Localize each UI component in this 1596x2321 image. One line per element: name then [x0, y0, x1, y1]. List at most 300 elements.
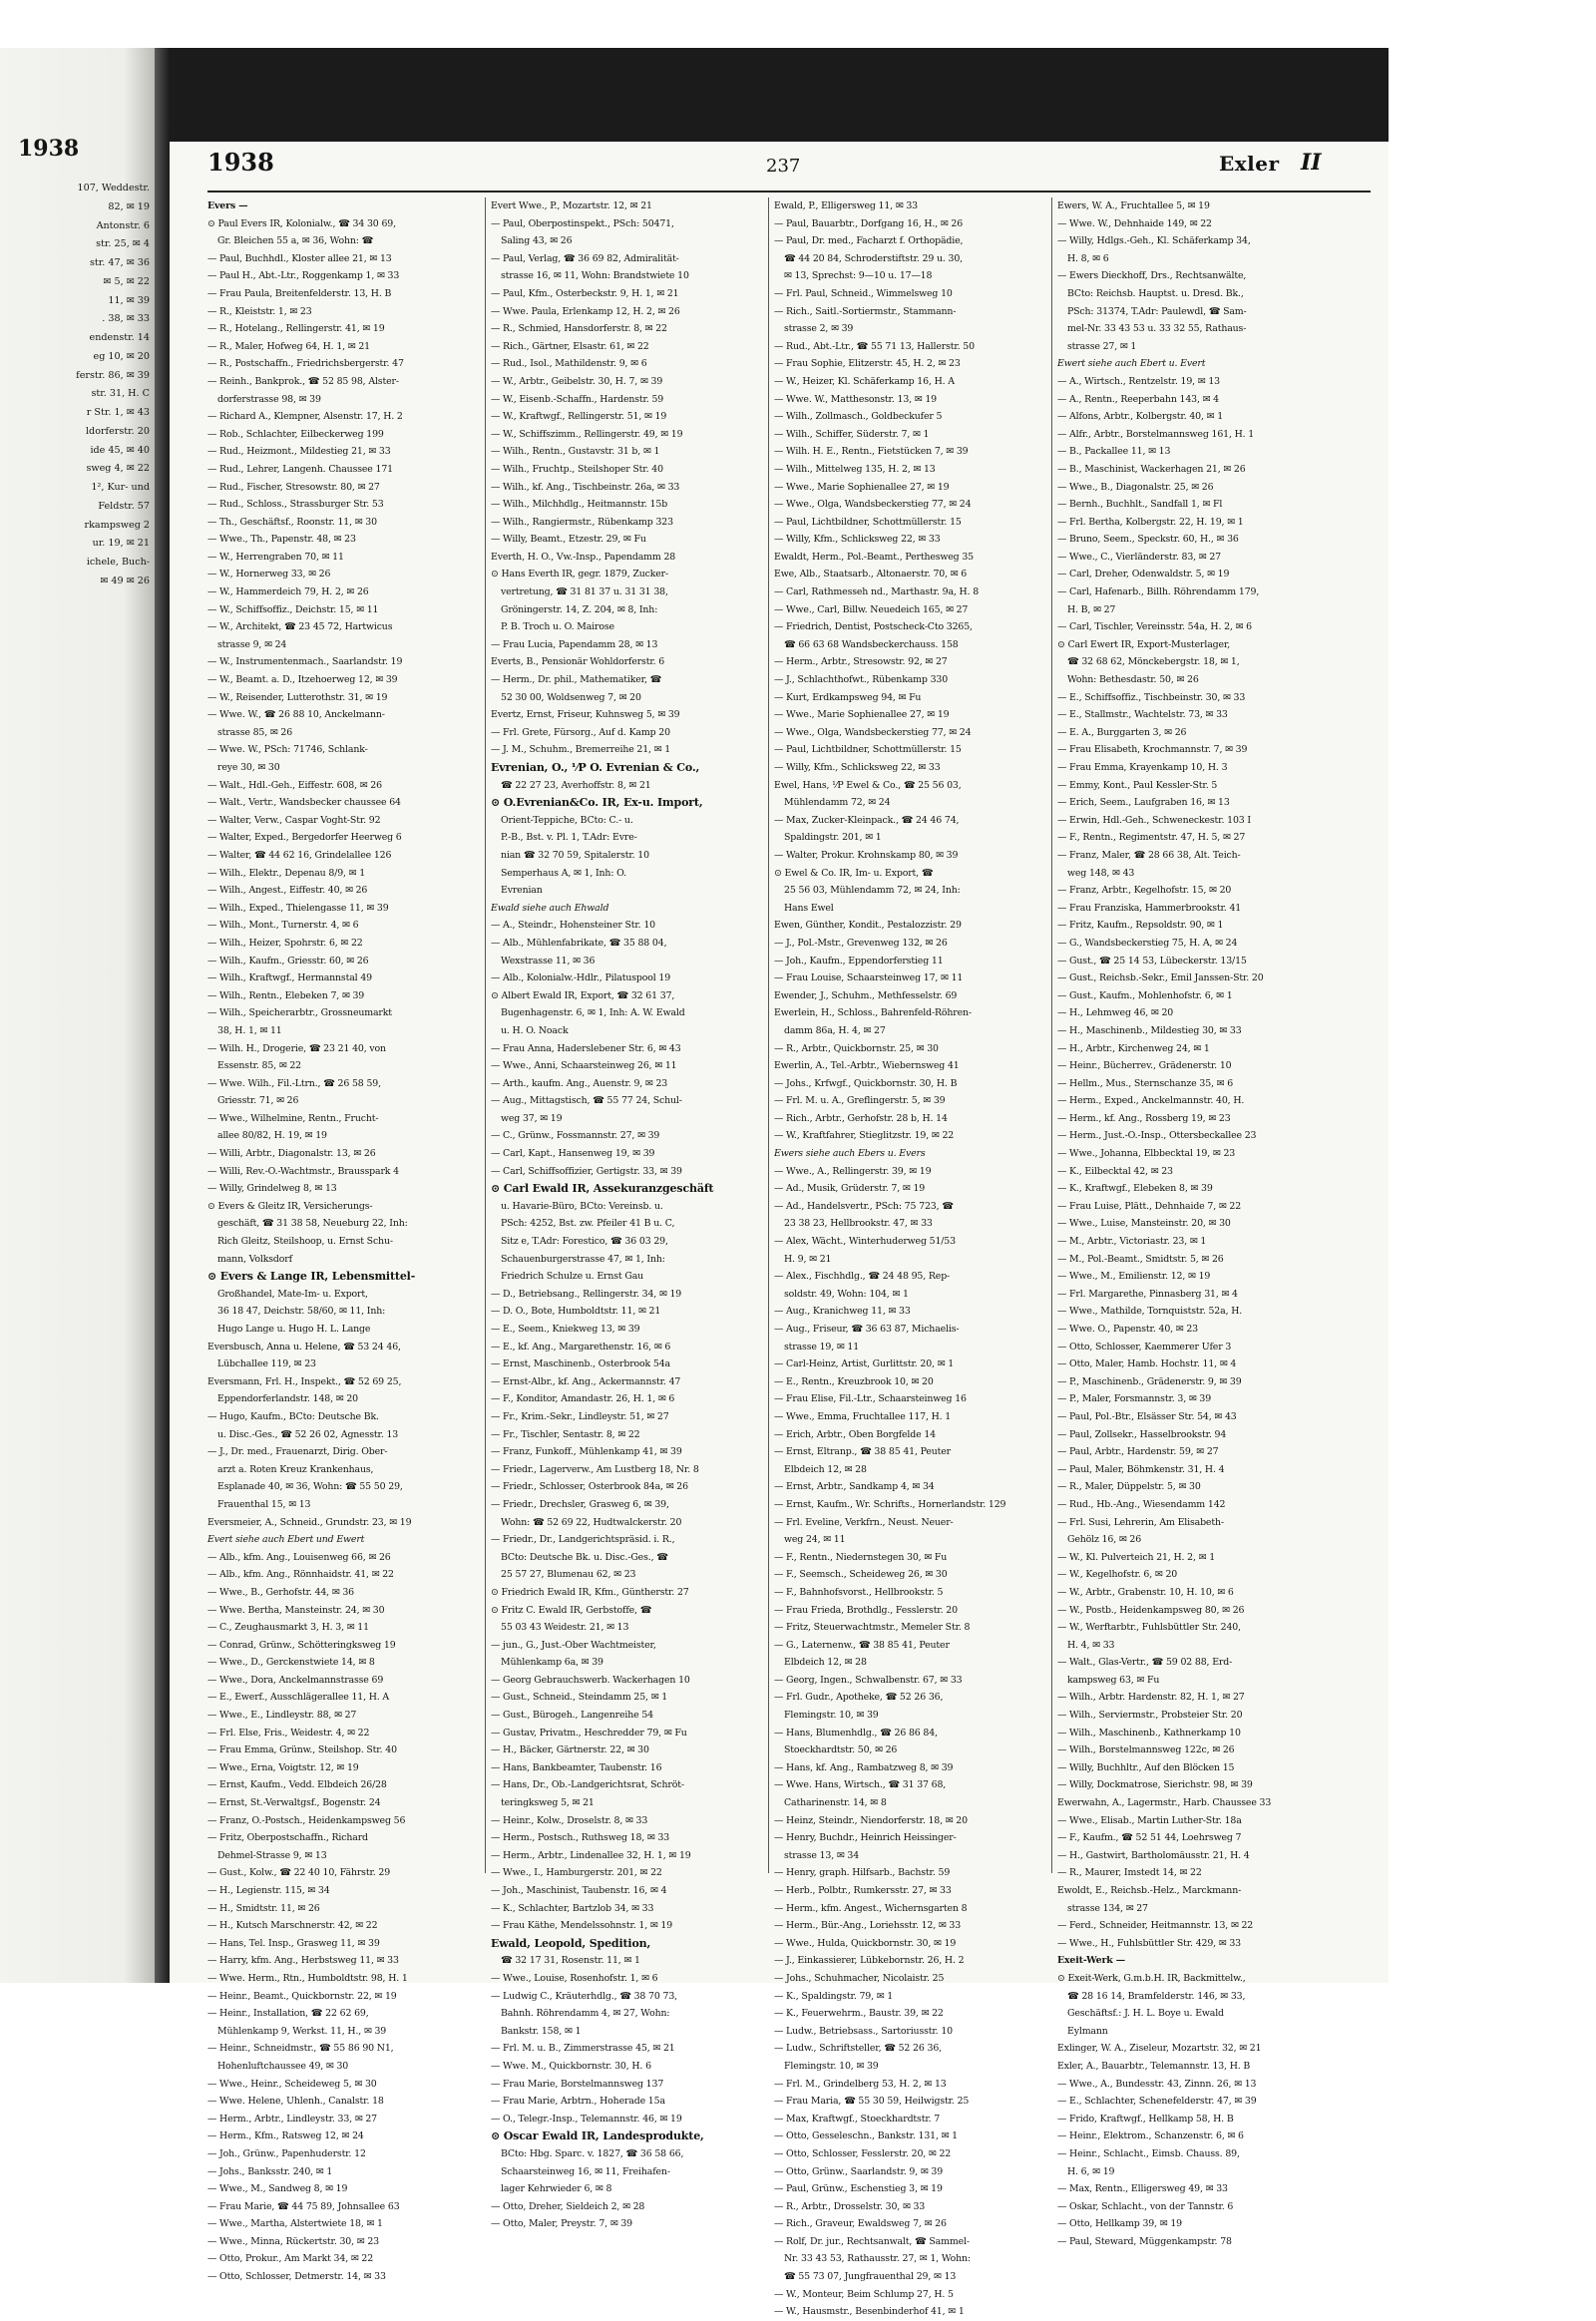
- left-page-line: ur. 19, ✉ 21: [92, 538, 150, 550]
- directory-entry-line: ⊙ Ewel & Co. IR, Im- u. Export, ☎: [774, 867, 934, 879]
- directory-entry-line: Ewers siehe auch Ebers u. Evers: [774, 1148, 926, 1160]
- directory-entry-line: — Carl, Rathmesseh nd., Marthastr. 9a, H. 8: [774, 586, 980, 598]
- directory-entry-line: — Ernst-Albr., kf. Ang., Ackermannstr. 47: [491, 1375, 681, 1387]
- directory-entry-line: — Wilh., Rentn., Elebeken 7, ✉ 39: [207, 989, 365, 1001]
- left-page-line: ide 45, ✉ 40: [90, 444, 150, 456]
- directory-entry-line: — Wwe. W., ☎ 26 88 10, Anckelmann-: [207, 709, 385, 721]
- directory-entry-line: — Heinr., Installation, ☎ 22 62 69,: [207, 2008, 369, 2020]
- directory-entry-line: strasse 19, ✉ 11: [784, 1341, 860, 1353]
- directory-entry-line: — Wwe., Martha, Alstertwiete 18, ✉ 1: [207, 2218, 383, 2230]
- directory-entry-line: Schaarsteinweg 16, ✉ 11, Freihafen-: [501, 2165, 670, 2177]
- directory-entry-line: ☎ 32 17 31, Rosenstr. 11, ✉ 1: [501, 1955, 640, 1967]
- directory-entry-line: — Frau Elise, Fil.-Ltr., Schaarsteinweg 16: [774, 1393, 967, 1405]
- directory-entry-line: lager Kehrwieder 6, ✉ 8: [501, 2183, 612, 2195]
- left-page-line: ichele, Buch-: [86, 557, 150, 568]
- directory-entry-line: — Arth., kaufm. Ang., Auenstr. 9, ✉ 23: [491, 1077, 668, 1089]
- directory-entry-line: — W., Arbtr., Geibelstr. 30, H. 7, ✉ 39: [491, 375, 663, 387]
- directory-entry-line: — Franz, O.-Postsch., Heidenkampsweg 56: [207, 1814, 406, 1826]
- directory-entry-line: — Herm., kfm. Angest., Wichernsgarten 8: [774, 1902, 968, 1914]
- directory-entry-line: — Walter, Exped., Bergedorfer Heerweg 6: [207, 832, 402, 844]
- directory-entry-line: — Herm., Exped., Anckelmannstr. 40, H.: [1057, 1095, 1245, 1107]
- directory-entry-line: — Frido, Kraftwgf., Hellkamp 58, H. B: [1057, 2113, 1234, 2125]
- directory-entry-line: — Willy, Hdlgs.-Geh., Kl. Schäferkamp 34,: [1057, 235, 1251, 247]
- directory-entry-line: — Alex., Fischhdlg., ☎ 24 48 95, Rep-: [774, 1271, 951, 1283]
- directory-entry-line: — Frl. Eveline, Verkfrn., Neust. Neuer-: [774, 1516, 954, 1528]
- directory-entry-line: — Wilh., Milchhdlg., Heitmannstr. 15b: [491, 499, 668, 511]
- directory-entry-line: Elbdeich 12, ✉ 28: [784, 1657, 867, 1669]
- directory-entry-line: — Wwe., Marie Sophienallee 27, ✉ 19: [774, 481, 950, 493]
- directory-entry-line: strasse 13, ✉ 34: [784, 1849, 860, 1861]
- directory-entry-line: Rich Gleitz, Steilshoop, u. Ernst Schu-: [217, 1236, 393, 1248]
- directory-entry-line: PSch: 31374, T.Adr: Paulewdl, ☎ Sam-: [1067, 305, 1247, 317]
- directory-entry-line: — Willy, Grindelweg 8, ✉ 13: [207, 1183, 337, 1195]
- directory-entry-line: — Rich., Saitl.-Sortiermstr., Stammann-: [774, 305, 957, 317]
- directory-entry-line: — Erich, Seem., Laufgraben 16, ✉ 13: [1057, 797, 1230, 809]
- directory-entry-line: — Johs., Schuhmacher, Nicolaistr. 25: [774, 1972, 945, 1984]
- directory-entry-line: — Joh., Grünw., Papenhuderstr. 12: [207, 2147, 366, 2159]
- column-divider: [485, 197, 486, 1873]
- left-page-text: [2, 180, 150, 591]
- directory-entry-line: — Harry, kfm. Ang., Herbstsweg 11, ✉ 33: [207, 1955, 399, 1967]
- left-page-line: str. 31, H. C: [91, 388, 150, 400]
- directory-entry-line: — Rud., Hb.-Ang., Wiesendamm 142: [1057, 1498, 1226, 1510]
- directory-entry-line: — Herm., Kfm., Ratsweg 12, ✉ 24: [207, 2130, 364, 2142]
- directory-entry-line: — Bruno, Seem., Speckstr. 60, H., ✉ 36: [1057, 534, 1239, 546]
- directory-entry-line: — Otto, Prokur., Am Markt 34, ✉ 22: [207, 2253, 374, 2265]
- directory-entry-line: — Frau Elisabeth, Krochmannstr. 7, ✉ 39: [1057, 744, 1248, 756]
- directory-entry-line: Bankstr. 158, ✉ 1: [501, 2025, 582, 2037]
- directory-entry-line: — Rud., Abt.-Ltr., ☎ 55 71 13, Hallerstr. 50: [774, 340, 975, 352]
- directory-entry-line: — Conrad, Grünw., Schötteringksweg 19: [207, 1639, 396, 1651]
- directory-entry-line: — K., Schlachter, Bartzlob 34, ✉ 33: [491, 1902, 654, 1914]
- directory-entry-line: — Franz, Maler, ☎ 28 66 38, Alt. Teich-: [1057, 849, 1241, 861]
- directory-entry-line: — Willy, Beamt., Etzestr. 29, ✉ Fu: [491, 534, 646, 546]
- directory-entry-line: — J., Pol.-Mstr., Grevenweg 132, ✉ 26: [774, 937, 948, 949]
- section-letter: II: [1301, 150, 1322, 176]
- directory-entry-line: — Fritz, Oberpostschaffn., Richard: [207, 1832, 368, 1844]
- directory-entry-line: — Ernst, Kaufm., Wr. Schrifts., Hornerlandstr. 129: [774, 1498, 1006, 1510]
- directory-entry-line: — R., Maler, Düppelstr. 5, ✉ 30: [1057, 1481, 1201, 1493]
- directory-entry-line: — Carl-Heinz, Artist, Gurlittstr. 20, ✉ 1: [774, 1358, 955, 1370]
- directory-entry-line: — Joh., Maschinist, Taubenstr. 16, ✉ 4: [491, 1885, 667, 1896]
- directory-entry-line: — Oskar, Schlacht., von der Tannstr. 6: [1057, 2200, 1234, 2212]
- directory-entry-line: — Wilh. H., Drogerie, ☎ 23 21 40, von: [207, 1042, 386, 1054]
- directory-entry-line: — K., Kraftwgf., Elebeken 8, ✉ 39: [1057, 1183, 1213, 1195]
- directory-entry-line: Orient-Teppiche, BCto: C.- u.: [501, 814, 633, 826]
- directory-entry-line: H. 9, ✉ 21: [784, 1253, 832, 1265]
- left-page-line: endenstr. 14: [89, 332, 150, 343]
- directory-entry-line: — M., Pol.-Beamt., Smidtstr. 5, ✉ 26: [1057, 1253, 1224, 1265]
- directory-entry-line: — E., Rentn., Kreuzbrook 10, ✉ 20: [774, 1375, 934, 1387]
- directory-entry-line: reye 30, ✉ 30: [217, 762, 280, 773]
- directory-entry-line: — F., Seemsch., Scheideweg 26, ✉ 30: [774, 1569, 948, 1581]
- directory-entry-line: — W., Arbtr., Grabenstr. 10, H. 10, ✉ 6: [1057, 1586, 1234, 1598]
- directory-entry-line: — Georg, Ingen., Schwalbenstr. 67, ✉ 33: [774, 1674, 963, 1686]
- directory-entry-line: — Wwe. M., Quickbornstr. 30, H. 6: [491, 2060, 651, 2072]
- directory-entry-line: — Erwin, Hdl.-Geh., Schweneckestr. 103 I: [1057, 814, 1251, 826]
- directory-entry-line: — Wilh., Heizer, Spohrstr. 6, ✉ 22: [207, 937, 363, 949]
- directory-entry-line: — Frl. Paul, Schneid., Wimmelsweg 10: [774, 287, 953, 299]
- directory-entry-line: — E. A., Burggarten 3, ✉ 26: [1057, 726, 1187, 738]
- directory-entry-line: — Walter, Verw., Caspar Voght-Str. 92: [207, 814, 381, 826]
- directory-entry-line: — Paul, Oberpostinspekt., PSch: 50471,: [491, 217, 674, 229]
- directory-entry-line: — Wilh., Rangiermstr., Rübenkamp 323: [491, 516, 673, 528]
- directory-entry-line: — Frau Marie, Borstelmannsweg 137: [491, 2078, 664, 2090]
- directory-entry-line: — H., Bäcker, Gärtnerstr. 22, ✉ 30: [491, 1744, 649, 1756]
- directory-entry-line: — Bernh., Buchhlt., Sandfall 1, ✉ Fl: [1057, 499, 1223, 511]
- directory-entry-line: ⊙ Carl Ewald IR, Assekuranzgeschäft: [491, 1182, 714, 1196]
- directory-entry-line: — R., Schmied, Hansdorferstr. 8, ✉ 22: [491, 323, 667, 335]
- directory-entry-line: ☎ 66 63 68 Wandsbeckerchauss. 158: [784, 638, 959, 650]
- directory-entry-line: — Paul, Arbtr., Hardenstr. 59, ✉ 27: [1057, 1446, 1219, 1458]
- directory-entry-line: — Herb., Polbtr., Rumkersstr. 27, ✉ 33: [774, 1885, 952, 1896]
- directory-entry-line: — Willy, Buchhltr., Auf den Blöcken 15: [1057, 1761, 1235, 1773]
- directory-entry-line: — Wwe., Louise, Rosenhofstr. 1, ✉ 6: [491, 1972, 658, 1984]
- directory-entry-line: — Frl. Grete, Fürsorg., Auf d. Kamp 20: [491, 726, 670, 738]
- directory-entry-line: — Paul, Grünw., Eschenstieg 3, ✉ 19: [774, 2183, 943, 2195]
- directory-entry-line: — K., Eilbecktal 42, ✉ 23: [1057, 1165, 1173, 1177]
- directory-entry-line: — W., Hammerdeich 79, H. 2, ✉ 26: [207, 586, 369, 598]
- left-page-line: 1², Kur- und: [91, 482, 150, 493]
- directory-entry-line: — Rolf, Dr. jur., Rechtsanwalt, ☎ Sammel-: [774, 2235, 970, 2247]
- directory-entry-line: — Gust., Kaufm., Mohlenhofstr. 6, ✉ 1: [1057, 989, 1233, 1001]
- directory-entry-line: — H., Arbtr., Kirchenweg 24, ✉ 1: [1057, 1042, 1210, 1054]
- directory-entry-line: strasse 2, ✉ 39: [784, 323, 854, 335]
- directory-entry-line: — R., Kleiststr. 1, ✉ 23: [207, 305, 312, 317]
- directory-entry-line: Everts, B., Pensionär Wohldorferstr. 6: [491, 656, 665, 668]
- directory-entry-line: Catharinenstr. 14, ✉ 8: [784, 1797, 887, 1809]
- directory-entry-line: — F., Konditor, Amandastr. 26, H. 1, ✉ 6: [491, 1393, 675, 1405]
- directory-entry-line: — W., Schiffsoffiz., Deichstr. 15, ✉ 11: [207, 603, 379, 615]
- directory-entry-line: — Willy, Kfm., Schlicksweg 22, ✉ 33: [774, 534, 941, 546]
- directory-entry-line: — Otto, Dreher, Sieldeich 2, ✉ 28: [491, 2200, 645, 2212]
- directory-entry-line: P.-B., Bst. v. Pl. 1, T.Adr: Evre-: [501, 832, 637, 844]
- directory-entry-line: — Franz, Funkoff., Mühlenkamp 41, ✉ 39: [491, 1446, 682, 1458]
- directory-entry-line: — Wwe., M., Sandweg 8, ✉ 19: [207, 2183, 348, 2195]
- directory-entry-line: — Wwe., Anni, Schaarsteinweg 26, ✉ 11: [491, 1060, 677, 1072]
- directory-entry-line: Saling 43, ✉ 26: [501, 235, 573, 247]
- directory-entry-line: allee 80/82, H. 19, ✉ 19: [217, 1130, 327, 1142]
- directory-entry-line: — Ludw., Schriftsteller, ☎ 52 26 36,: [774, 2043, 942, 2055]
- directory-entry-line: Wexstrasse 11, ✉ 36: [501, 955, 596, 967]
- directory-entry-line: — Rich., Gärtner, Elsastr. 61, ✉ 22: [491, 340, 649, 352]
- directory-entry-line: — Hans, Bankbeamter, Taubenstr. 16: [491, 1761, 662, 1773]
- directory-entry-line: — Wwe., Heinr., Scheideweg 5, ✉ 30: [207, 2078, 377, 2090]
- directory-entry-line: — Fritz, Kaufm., Repsoldstr. 90, ✉ 1: [1057, 920, 1224, 932]
- directory-entry-line: dorferstrasse 98, ✉ 39: [217, 393, 321, 405]
- directory-entry-line: — Friedr., Dr., Landgerichtspräsid. i. R.,: [491, 1534, 675, 1546]
- directory-entry-line: — Gust., Kolw., ☎ 22 40 10, Fährstr. 29: [207, 1867, 391, 1879]
- directory-entry-line: — Frau Franziska, Hammerbrookstr. 41: [1057, 902, 1242, 914]
- directory-entry-line: Lübchallee 119, ✉ 23: [217, 1358, 316, 1370]
- left-page-line: eg 10, ✉ 20: [93, 350, 150, 362]
- directory-entry-line: — Ernst, Eltranp., ☎ 38 85 41, Peuter: [774, 1446, 952, 1458]
- directory-entry-line: — Johs., Banksstr. 240, ✉ 1: [207, 2165, 333, 2177]
- directory-entry-line: H. B, ✉ 27: [1067, 603, 1116, 615]
- left-page-line: rkampsweg 2: [84, 519, 150, 531]
- directory-entry-line: Esplanade 40, ✉ 36, Wohn: ☎ 55 50 29,: [217, 1481, 403, 1493]
- directory-entry-line: vertretung, ☎ 31 81 37 u. 31 31 38,: [501, 586, 668, 598]
- directory-entry-line: — Frl. Gudr., Apotheke, ☎ 52 26 36,: [774, 1692, 944, 1704]
- directory-entry-line: — Heinz, Steindr., Niendorferstr. 18, ✉ 20: [774, 1814, 968, 1826]
- directory-entry-line: mann, Volksdorf: [217, 1253, 292, 1265]
- directory-entry-line: — Ernst, Maschinenb., Osterbrook 54a: [491, 1358, 670, 1370]
- directory-entry-line: — Kurt, Erdkampsweg 94, ✉ Fu: [774, 691, 922, 703]
- directory-entry-line: — Wwe. W., PSch: 71746, Schlank-: [207, 744, 368, 756]
- directory-entry-line: — Frau Maria, ☎ 55 30 59, Heilwigstr. 25: [774, 2096, 970, 2108]
- directory-entry-line: — Alex, Wächt., Winterhuderweg 51/53: [774, 1236, 956, 1248]
- directory-entry-line: — Ernst, Arbtr., Sandkamp 4, ✉ 34: [774, 1481, 935, 1493]
- directory-entry-line: — Friedrich, Dentist, Postscheck-Cto 3265,: [774, 621, 973, 633]
- running-head: Exler: [1219, 152, 1280, 176]
- directory-entry-line: — Aug., Friseur, ☎ 36 63 87, Michaelis-: [774, 1324, 960, 1335]
- directory-column-3: [774, 197, 1047, 2318]
- directory-entry-line: — Frau Luise, Plätt., Dehnhaide 7, ✉ 22: [1057, 1200, 1242, 1212]
- directory-entry-line: — Walt., Vertr., Wandsbecker chaussee 64: [207, 797, 401, 809]
- directory-entry-line: ⊙ Carl Ewert IR, Export-Musterlager,: [1057, 638, 1231, 650]
- directory-entry-line: 25 56 03, Mühlendamm 72, ✉ 24, Inh:: [784, 885, 961, 897]
- directory-entry-line: — F., Rentn., Niedernstegen 30, ✉ Fu: [774, 1551, 948, 1563]
- directory-entry-line: Griesstr. 71, ✉ 26: [217, 1095, 299, 1107]
- directory-entry-line: arzt a. Roten Kreuz Krankenhaus,: [217, 1463, 374, 1475]
- left-page-line: Antonstr. 6: [96, 219, 150, 231]
- directory-entry-line: — Paul, Zollsekr., Hasselbrookstr. 94: [1057, 1428, 1227, 1440]
- directory-entry-line: — J., Einkassierer, Lübkebornstr. 26, H. 2: [774, 1955, 965, 1967]
- directory-entry-line: u. Disc.-Ges., ☎ 52 26 02, Agnesstr. 13: [217, 1428, 399, 1440]
- directory-entry-line: — Friedr., Drechsler, Grasweg 6, ✉ 39,: [491, 1498, 669, 1510]
- directory-entry-line: — Ferd., Schneider, Heitmannstr. 13, ✉ 22: [1057, 1920, 1254, 1932]
- left-page-line: 107, Weddestr.: [77, 183, 150, 193]
- directory-entry-line: — Hans, Dr., Ob.-Landgerichtsrat, Schröt-: [491, 1779, 684, 1791]
- directory-entry-line: — Carl, Schiffsoffizier, Gertigstr. 33, ✉ 39: [491, 1165, 682, 1177]
- directory-entry-line: — F., Kaufm., ☎ 52 51 44, Loehrsweg 7: [1057, 1832, 1242, 1844]
- directory-entry-line: — Hugo, Kaufm., BCto: Deutsche Bk.: [207, 1410, 379, 1422]
- directory-entry-line: Everth, H. O., Vw.-Insp., Papendamm 28: [491, 551, 676, 563]
- directory-entry-line: — Gust., Schneid., Steindamm 25, ✉ 1: [491, 1692, 668, 1704]
- directory-entry-line: strasse 16, ✉ 11, Wohn: Brandstwiete 10: [501, 270, 689, 282]
- directory-entry-line: ⊙ Albert Ewald IR, Export, ☎ 32 61 37,: [491, 989, 675, 1001]
- directory-entry-line: — jun., G., Just.-Ober Wachtmeister,: [491, 1639, 656, 1651]
- directory-entry-line: Eversmann, Frl. H., Inspekt., ☎ 52 69 25,: [207, 1375, 402, 1387]
- directory-entry-line: — W., Beamt. a. D., Itzehoerweg 12, ✉ 39: [207, 674, 398, 686]
- directory-entry-line: — Alfr., Arbtr., Borstelmannsweg 161, H. 1: [1057, 428, 1255, 440]
- directory-entry-line: weg 148, ✉ 43: [1067, 867, 1135, 879]
- directory-entry-line: — Frau Marie, Arbtrn., Hoherade 15a: [491, 2096, 665, 2108]
- directory-entry-line: — Wilh., Arbtr. Hardenstr. 82, H. 1, ✉ 27: [1057, 1692, 1245, 1704]
- directory-entry-line: Ewald, P., Elligersweg 11, ✉ 33: [774, 200, 919, 211]
- directory-entry-line: H. 6, ✉ 19: [1067, 2165, 1115, 2177]
- directory-entry-line: — Alfons, Arbtr., Kolbergstr. 40, ✉ 1: [1057, 411, 1224, 423]
- left-page-line: . 38, ✉ 33: [102, 313, 150, 325]
- directory-entry-line: — Th., Geschäftsf., Roonstr. 11, ✉ 30: [207, 516, 377, 528]
- directory-entry-line: — Frl. M., Grindelberg 53, H. 2, ✉ 13: [774, 2078, 947, 2090]
- directory-entry-line: — Heinr., Schneidmstr., ☎ 55 86 90 N1,: [207, 2043, 394, 2055]
- directory-entry-line: Ewerwahn, A., Lagermstr., Harb. Chaussee 33: [1057, 1797, 1272, 1809]
- directory-entry-line: — Max, Kraftwgf., Stoeckhardtstr. 7: [774, 2113, 941, 2125]
- directory-entry-line: — Alb., Mühlenfabrikate, ☎ 35 88 04,: [491, 937, 667, 949]
- directory-entry-line: — Ernst, St.-Verwaltgsf., Bogenstr. 24: [207, 1797, 381, 1809]
- directory-entry-line: nian ☎ 32 70 59, Spitalerstr. 10: [501, 849, 649, 861]
- left-page-year: 1938: [18, 136, 80, 162]
- directory-entry-line: — Franz, Arbtr., Kegelhofstr. 15, ✉ 20: [1057, 885, 1232, 897]
- directory-entry-line: strasse 85, ✉ 26: [217, 726, 293, 738]
- directory-entry-line: — P., Maler, Forsmannstr. 3, ✉ 39: [1057, 1393, 1212, 1405]
- directory-entry-line: strasse 27, ✉ 1: [1067, 340, 1137, 352]
- directory-entry-line: — Rud., Lehrer, Langenh. Chaussee 171: [207, 463, 393, 475]
- directory-column-4: [1057, 197, 1331, 2247]
- directory-entry-line: — Wwe., Luise, Mansteinstr. 20, ✉ 30: [1057, 1218, 1231, 1230]
- directory-entry-line: — Rud., Schloss., Strassburger Str. 53: [207, 499, 384, 511]
- directory-entry-line: — H., Legienstr. 115, ✉ 34: [207, 1885, 330, 1896]
- directory-entry-line: — Frau Paula, Breitenfelderstr. 13, H. B: [207, 287, 392, 299]
- directory-entry-line: — J., Dr. med., Frauenarzt, Dirig. Ober-: [207, 1446, 388, 1458]
- directory-entry-line: — Wilh., Elektr., Depenau 8/9, ✉ 1: [207, 867, 366, 879]
- directory-entry-line: — Wilh., Exped., Thielengasse 11, ✉ 39: [207, 902, 389, 914]
- directory-column-2: [491, 197, 764, 2230]
- directory-entry-line: — Wilh., Zollmasch., Goldbeckufer 5: [774, 411, 943, 423]
- directory-entry-line: — Frl. Else, Fris., Weidestr. 4, ✉ 22: [207, 1727, 370, 1739]
- directory-entry-line: Ewert siehe auch Ebert u. Evert: [1057, 358, 1206, 370]
- directory-column-1: [207, 197, 481, 2283]
- directory-entry-line: Frauenthal 15, ✉ 13: [217, 1498, 311, 1510]
- directory-entry-line: ☎ 22 27 23, Averhoffstr. 8, ✉ 21: [501, 779, 651, 791]
- directory-entry-line: ☎ 55 73 07, Jungfrauenthal 29, ✉ 13: [784, 2271, 957, 2283]
- directory-entry-line: — Willy, Dockmatrose, Sierichstr. 98, ✉ 39: [1057, 1779, 1253, 1791]
- column-divider: [1051, 197, 1052, 1873]
- directory-entry-line: — Frau Käthe, Mendelssohnstr. 1, ✉ 19: [491, 1920, 673, 1932]
- directory-entry-line: PSch: 4252, Bst. zw. Pfeiler 41 B u. C,: [501, 1218, 675, 1230]
- left-page-line: sweg 4, ✉ 22: [86, 463, 150, 475]
- directory-entry-line: — Walter, ☎ 44 62 16, Grindelallee 126: [207, 849, 392, 861]
- page-year: 1938: [207, 148, 274, 177]
- directory-entry-line: — Paul, Verlag, ☎ 36 69 82, Admiralität-: [491, 252, 679, 264]
- directory-entry-line: weg 37, ✉ 19: [501, 1112, 563, 1124]
- directory-entry-line: — Walt., Hdl.-Geh., Eiffestr. 608, ✉ 26: [207, 779, 382, 791]
- directory-entry-line: — Willy, Kfm., Schlicksweg 22, ✉ 33: [774, 762, 941, 773]
- directory-entry-line: — Wwe., B., Diagonalstr. 25, ✉ 26: [1057, 481, 1214, 493]
- directory-entry-line: — Gust., ☎ 25 14 53, Lübeckerstr. 13/15: [1057, 955, 1247, 967]
- directory-entry-line: — Frau Anna, Haderslebener Str. 6, ✉ 43: [491, 1042, 681, 1054]
- directory-entry-line: ⊙ Friedrich Ewald IR, Kfm., Güntherstr. 27: [491, 1586, 689, 1598]
- directory-entry-line: — H., Kutsch Marschnerstr. 42, ✉ 22: [207, 1920, 378, 1932]
- directory-entry-line: — Heinr., Elektrom., Schanzenstr. 6, ✉ 6: [1057, 2130, 1244, 2142]
- directory-entry-line: Großhandel, Mate-Im- u. Export,: [217, 1288, 368, 1300]
- directory-entry-line: — Hans, Tel. Insp., Grasweg 11, ✉ 39: [207, 1937, 380, 1949]
- directory-entry-line: — E., Seem., Kniekweg 13, ✉ 39: [491, 1324, 640, 1335]
- directory-entry-line: Bahnh. Röhrendamm 4, ✉ 27, Wohn:: [501, 2008, 670, 2020]
- directory-entry-line: — W., Eisenb.-Schaffn., Hardenstr. 59: [491, 393, 664, 405]
- directory-entry-line: — B., Packallee 11, ✉ 13: [1057, 446, 1171, 458]
- directory-entry-line: — Erich, Arbtr., Oben Borgfelde 14: [774, 1428, 936, 1440]
- directory-entry-line: — Wilh., Serviermstr., Probsteier Str. 20: [1057, 1710, 1243, 1722]
- directory-entry-line: Ewe, Alb., Staatsarb., Altonaerstr. 70, ✉ 6: [774, 569, 968, 580]
- directory-entry-line: Hohenluftchaussee 49, ✉ 30: [217, 2060, 349, 2072]
- left-page-line: ferstr. 86, ✉ 39: [76, 369, 150, 381]
- directory-entry-line: teringksweg 5, ✉ 21: [501, 1797, 595, 1809]
- left-page-line: ✉ 5, ✉ 22: [103, 275, 150, 287]
- directory-entry-line: — Wwe., Mathilde, Tornquiststr. 52a, H.: [1057, 1306, 1243, 1318]
- directory-entry-line: — Wwe., Minna, Rückertstr. 30, ✉ 23: [207, 2235, 379, 2247]
- directory-entry-line: — Frl. Susi, Lehrerin, Am Elisabeth-: [1057, 1516, 1224, 1528]
- directory-entry-line: — Wilh., Schiffer, Süderstr. 7, ✉ 1: [774, 428, 930, 440]
- directory-entry-line: — W., Hornerweg 33, ✉ 26: [207, 569, 331, 580]
- directory-entry-line: Ewald, Leopold, Spedition,: [491, 1936, 651, 1950]
- directory-entry-line: — W., Werftarbtr., Fuhlsbüttler Str. 240,: [1057, 1622, 1241, 1634]
- directory-entry-line: — Fritz, Steuerwachtmstr., Memeler Str. 8: [774, 1622, 971, 1634]
- directory-entry-line: Wohn: ☎ 52 69 22, Hudtwalckerstr. 20: [501, 1516, 682, 1528]
- directory-entry-line: Gehölz 16, ✉ 26: [1067, 1534, 1142, 1546]
- directory-entry-line: ⊙ Fritz C. Ewald IR, Gerbstoffe, ☎: [491, 1604, 652, 1616]
- directory-entry-line: Elbdeich 12, ✉ 28: [784, 1463, 867, 1475]
- directory-entry-line: — G., Laternenw., ☎ 38 85 41, Peuter: [774, 1639, 950, 1651]
- directory-entry-line: ☎ 32 68 62, Mönckebergstr. 18, ✉ 1,: [1067, 656, 1240, 668]
- directory-entry-line: — J. M., Schuhm., Bremerreihe 21, ✉ 1: [491, 744, 671, 756]
- directory-entry-line: u. H. O. Noack: [501, 1024, 569, 1036]
- left-page-line: 11, ✉ 39: [108, 294, 150, 306]
- directory-entry-line: — Rob., Schlachter, Eilbeckerweg 199: [207, 428, 384, 440]
- directory-entry-line: — Wwe., Th., Papenstr. 48, ✉ 23: [207, 534, 356, 546]
- directory-entry-line: — Reinh., Bankprok., ☎ 52 85 98, Alster-: [207, 375, 399, 387]
- directory-entry-line: — Willi, Arbtr., Diagonalstr. 13, ✉ 26: [207, 1148, 376, 1160]
- directory-entry-line: Ewerlin, A., Tel.-Arbtr., Wiebernsweg 41: [774, 1060, 960, 1072]
- directory-entry-line: — Wilh., Speicherarbtr., Grossneumarkt: [207, 1007, 392, 1019]
- directory-entry-line: — Heinr., Bücherrev., Grädenerstr. 10: [1057, 1060, 1232, 1072]
- directory-entry-line: — W., Herrengraben 70, ✉ 11: [207, 551, 344, 563]
- directory-entry-line: — Ludw., Betriebsass., Sartoriusstr. 10: [774, 2025, 953, 2037]
- directory-entry-line: ✉ 13, Sprechst: 9—10 u. 17—18: [784, 270, 933, 282]
- directory-entry-line: — Richard A., Klempner, Alsenstr. 17, H. 2: [207, 411, 403, 423]
- directory-entry-line: — Gust., Reichsb.-Sekr., Emil Janssen-Str. 20: [1057, 972, 1264, 984]
- directory-entry-line: Flemingstr. 10, ✉ 39: [784, 1710, 879, 1722]
- directory-entry-line: — Wwe. W., Dehnhaide 149, ✉ 22: [1057, 217, 1212, 229]
- directory-entry-line: Evrenian: [501, 885, 543, 897]
- directory-entry-line: — Carl, Kapt., Hansenweg 19, ✉ 39: [491, 1148, 655, 1160]
- directory-entry-line: — Wwe., H., Fuhlsbüttler Str. 429, ✉ 33: [1057, 1937, 1241, 1949]
- directory-entry-line: — Aug., Mittagstisch, ☎ 55 77 24, Schul-: [491, 1095, 682, 1107]
- directory-entry-line: — Wwe., I., Hamburgerstr. 201, ✉ 22: [491, 1867, 662, 1879]
- directory-entry-line: — W., Reisender, Lutterothstr. 31, ✉ 19: [207, 691, 388, 703]
- directory-entry-line: — Carl, Dreher, Odenwaldstr. 5, ✉ 19: [1057, 569, 1230, 580]
- directory-entry-line: — Wilh., Fruchtp., Steilshoper Str. 40: [491, 463, 663, 475]
- directory-entry-line: — Otto, Grünw., Saarlandstr. 9, ✉ 39: [774, 2165, 944, 2177]
- directory-entry-line: — D. O., Bote, Humboldtstr. 11, ✉ 21: [491, 1306, 661, 1318]
- directory-entry-line: — Wwe. Bertha, Mansteinstr. 24, ✉ 30: [207, 1604, 385, 1616]
- directory-entry-line: — Ewers Dieckhoff, Drs., Rechtsanwälte,: [1057, 270, 1247, 282]
- directory-entry-line: — Otto, Maler, Hamb. Hochstr. 11, ✉ 4: [1057, 1358, 1237, 1370]
- directory-entry-line: — H., Maschinenb., Mildestieg 30, ✉ 33: [1057, 1024, 1242, 1036]
- directory-entry-line: — Herm., Arbtr., Stresowstr. 92, ✉ 27: [774, 656, 948, 668]
- directory-entry-line: Exler, A., Bauarbtr., Telemannstr. 13, H. B: [1057, 2060, 1251, 2072]
- directory-entry-line: — P., Maschinenb., Grädenerstr. 9, ✉ 39: [1057, 1375, 1242, 1387]
- directory-entry-line: Evert siehe auch Ebert und Ewert: [207, 1534, 365, 1546]
- directory-entry-line: — F., Rentn., Regimentstr. 47, H. 5, ✉ 27: [1057, 832, 1246, 844]
- directory-entry-line: — Frau Emma, Grünw., Steilshop. Str. 40: [207, 1744, 397, 1756]
- directory-page: [170, 142, 1389, 2318]
- directory-entry-line: mel-Nr. 33 43 53 u. 33 32 55, Rathaus-: [1067, 323, 1247, 335]
- directory-entry-line: — R., Maurer, Imstedt 14, ✉ 22: [1057, 1867, 1202, 1879]
- directory-entry-line: — Wwe., Elisab., Martin Luther-Str. 18a: [1057, 1814, 1242, 1826]
- directory-entry-line: ⊙ O.Evrenian&Co. IR, Ex-u. Import,: [491, 796, 703, 810]
- directory-entry-line: Evertz, Ernst, Friseur, Kuhnsweg 5, ✉ 39: [491, 709, 680, 721]
- directory-entry-line: — Herm., kf. Ang., Rossberg 19, ✉ 23: [1057, 1112, 1231, 1124]
- directory-entry-line: — Fr., Tischler, Sentastr. 8, ✉ 22: [491, 1428, 640, 1440]
- directory-entry-line: — W., Kl. Pulverteich 21, H. 2, ✉ 1: [1057, 1551, 1216, 1563]
- directory-entry-line: — Ad., Handelsvertr., PSch: 75 723, ☎: [774, 1200, 954, 1212]
- directory-entry-line: — Wwe., B., Gerhofstr. 44, ✉ 36: [207, 1586, 354, 1598]
- directory-entry-line: Evrenian, O., ⅟P O. Evrenian & Co.,: [491, 761, 700, 774]
- directory-entry-line: Gr. Bleichen 55 a, ✉ 36, Wohn: ☎: [217, 235, 374, 247]
- directory-entry-line: strasse 134, ✉ 27: [1067, 1902, 1148, 1914]
